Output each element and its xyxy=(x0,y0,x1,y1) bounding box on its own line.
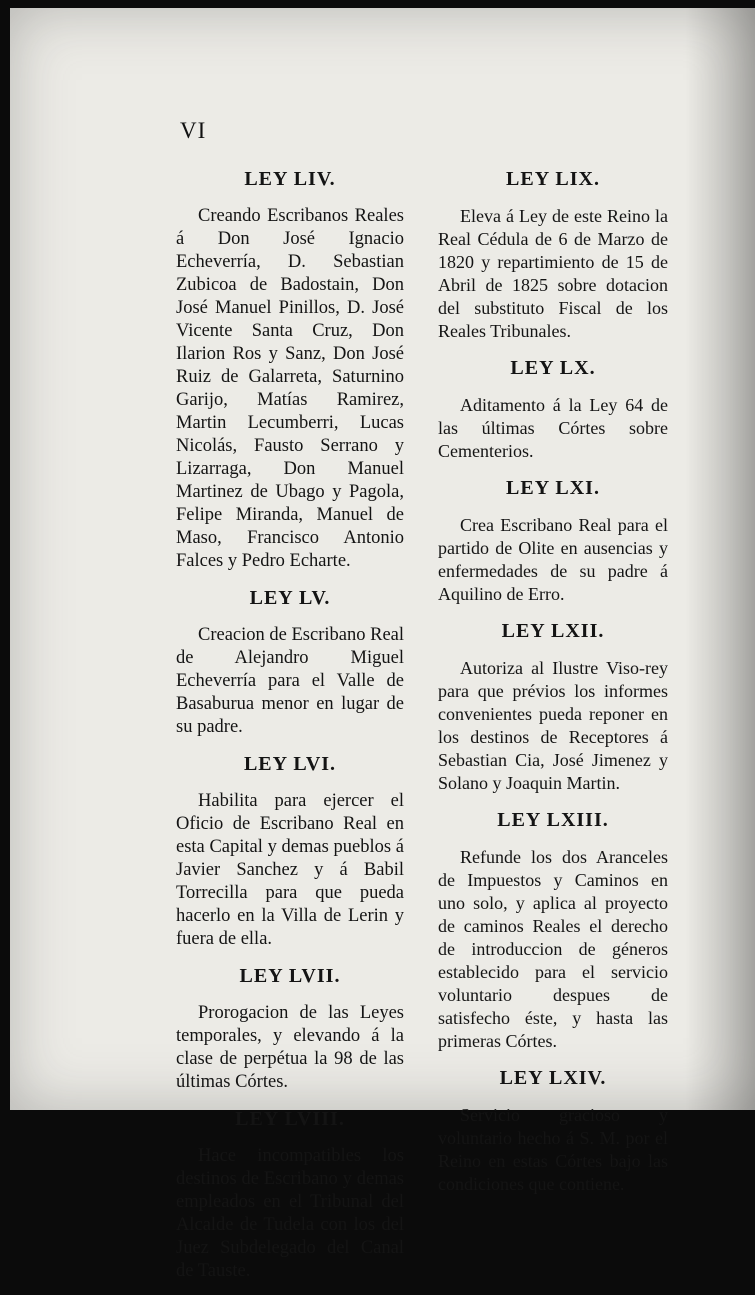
law-entry xyxy=(438,807,668,1053)
book-page xyxy=(10,8,755,1281)
law-text: Crea Escribano Real para el partido de Olite en ausencias y enfermedades de su padre á Aquilino de Erro. xyxy=(438,515,668,604)
law-entry xyxy=(176,751,404,951)
law-entry xyxy=(438,1065,668,1196)
law-title: LEY LX. xyxy=(510,357,596,379)
law-entry xyxy=(438,618,668,795)
law-title: LEY LVII. xyxy=(239,965,341,987)
law-title: LEY LXIV. xyxy=(499,1067,607,1089)
right-column xyxy=(438,166,668,1208)
law-text: Creacion de Escribano Real de Alejandro Miguel Echeverría para el Valle de Basaburua menor en lugar de su padre. xyxy=(176,625,404,737)
left-column xyxy=(176,166,404,1295)
law-title: LEY LXI. xyxy=(506,477,600,499)
page-number: VI xyxy=(180,118,207,143)
law-entry xyxy=(438,166,668,343)
law-text: Habilita para ejercer el Oficio de Escribano Real en esta Capital y demas pueblos á Javier Sanchez y á Babil Torrecilla para que pueda hacerlo en la Villa de Lerin y fuera de ella. xyxy=(176,791,404,949)
law-entry xyxy=(438,475,668,606)
law-text: Eleva á Ley de este Reino la Real Cédula de 6 de Marzo de 1820 y repartimiento de 15 de Abril de 1825 sobre dotacion del substituto Fiscal de los Reales Tribunales. xyxy=(438,206,668,341)
law-title: LEY LV. xyxy=(249,587,331,609)
law-entry xyxy=(438,355,668,463)
law-text: Creando Escribanos Reales á Don José Ignacio Echeverría, D. Sebastian Zubicoa de Badostain, Don José Manuel Pinillos, D. José Vicente Santa Cruz, Don Ilarion Ros y Sanz, Don José Ruiz de Galarreta, Saturnino Garijo, Matías Ramirez, Martin Lecumberri, Lucas Nicolás, Fausto Serrano y Lizarraga, Don Manuel Martinez de Ubago y Pagola, Felipe Miranda, Manuel de Maso, Francisco Antonio Falces y Pedro Echarte. xyxy=(176,206,404,571)
law-title: LEY LXIII. xyxy=(497,809,609,831)
law-text: Autoriza al Ilustre Viso-rey para que prévios los informes convenientes pueda reponer en los destinos de Receptores á Sebastian Cia, José Jimenez y Solano y Joaquin Martin. xyxy=(438,658,668,793)
law-title: LEY LIV. xyxy=(244,168,336,190)
law-title: LEY LVIII. xyxy=(235,1108,345,1130)
law-text: Hace incompatibles los destinos de Escribano y demas empleados en el Tribunal del Alcalde de Tudela con los del Juez Subdelegado del Canal de Tauste. xyxy=(176,1146,404,1281)
law-title: LEY LVI. xyxy=(243,753,337,775)
law-text: Servicio gracioso y voluntario hecho á S. M. por el Reino en estas Córtes bajo las condiciones que contiene. xyxy=(438,1105,668,1194)
page-shadow xyxy=(685,8,755,1110)
law-entry xyxy=(176,585,404,739)
law-title: LEY LIX. xyxy=(506,168,600,190)
law-text: Refunde los dos Aranceles de Impuestos y Caminos en uno solo, y aplica al proyecto de caminos Reales el derecho de introduccion de géneros establecido para el servicio voluntario despues de satisfecho éste, y hasta las primeras Córtes. xyxy=(438,847,668,1051)
law-text: Prorogacion de las Leyes temporales, y elevando á la clase de perpétua la 98 de las últimas Córtes. xyxy=(176,1003,404,1092)
law-text: Aditamento á la Ley 64 de las últimas Córtes sobre Cementerios. xyxy=(438,395,668,461)
law-entry xyxy=(176,963,404,1094)
law-title: LEY LXII. xyxy=(501,620,605,642)
law-entry xyxy=(176,166,404,573)
law-entry xyxy=(176,1106,404,1283)
